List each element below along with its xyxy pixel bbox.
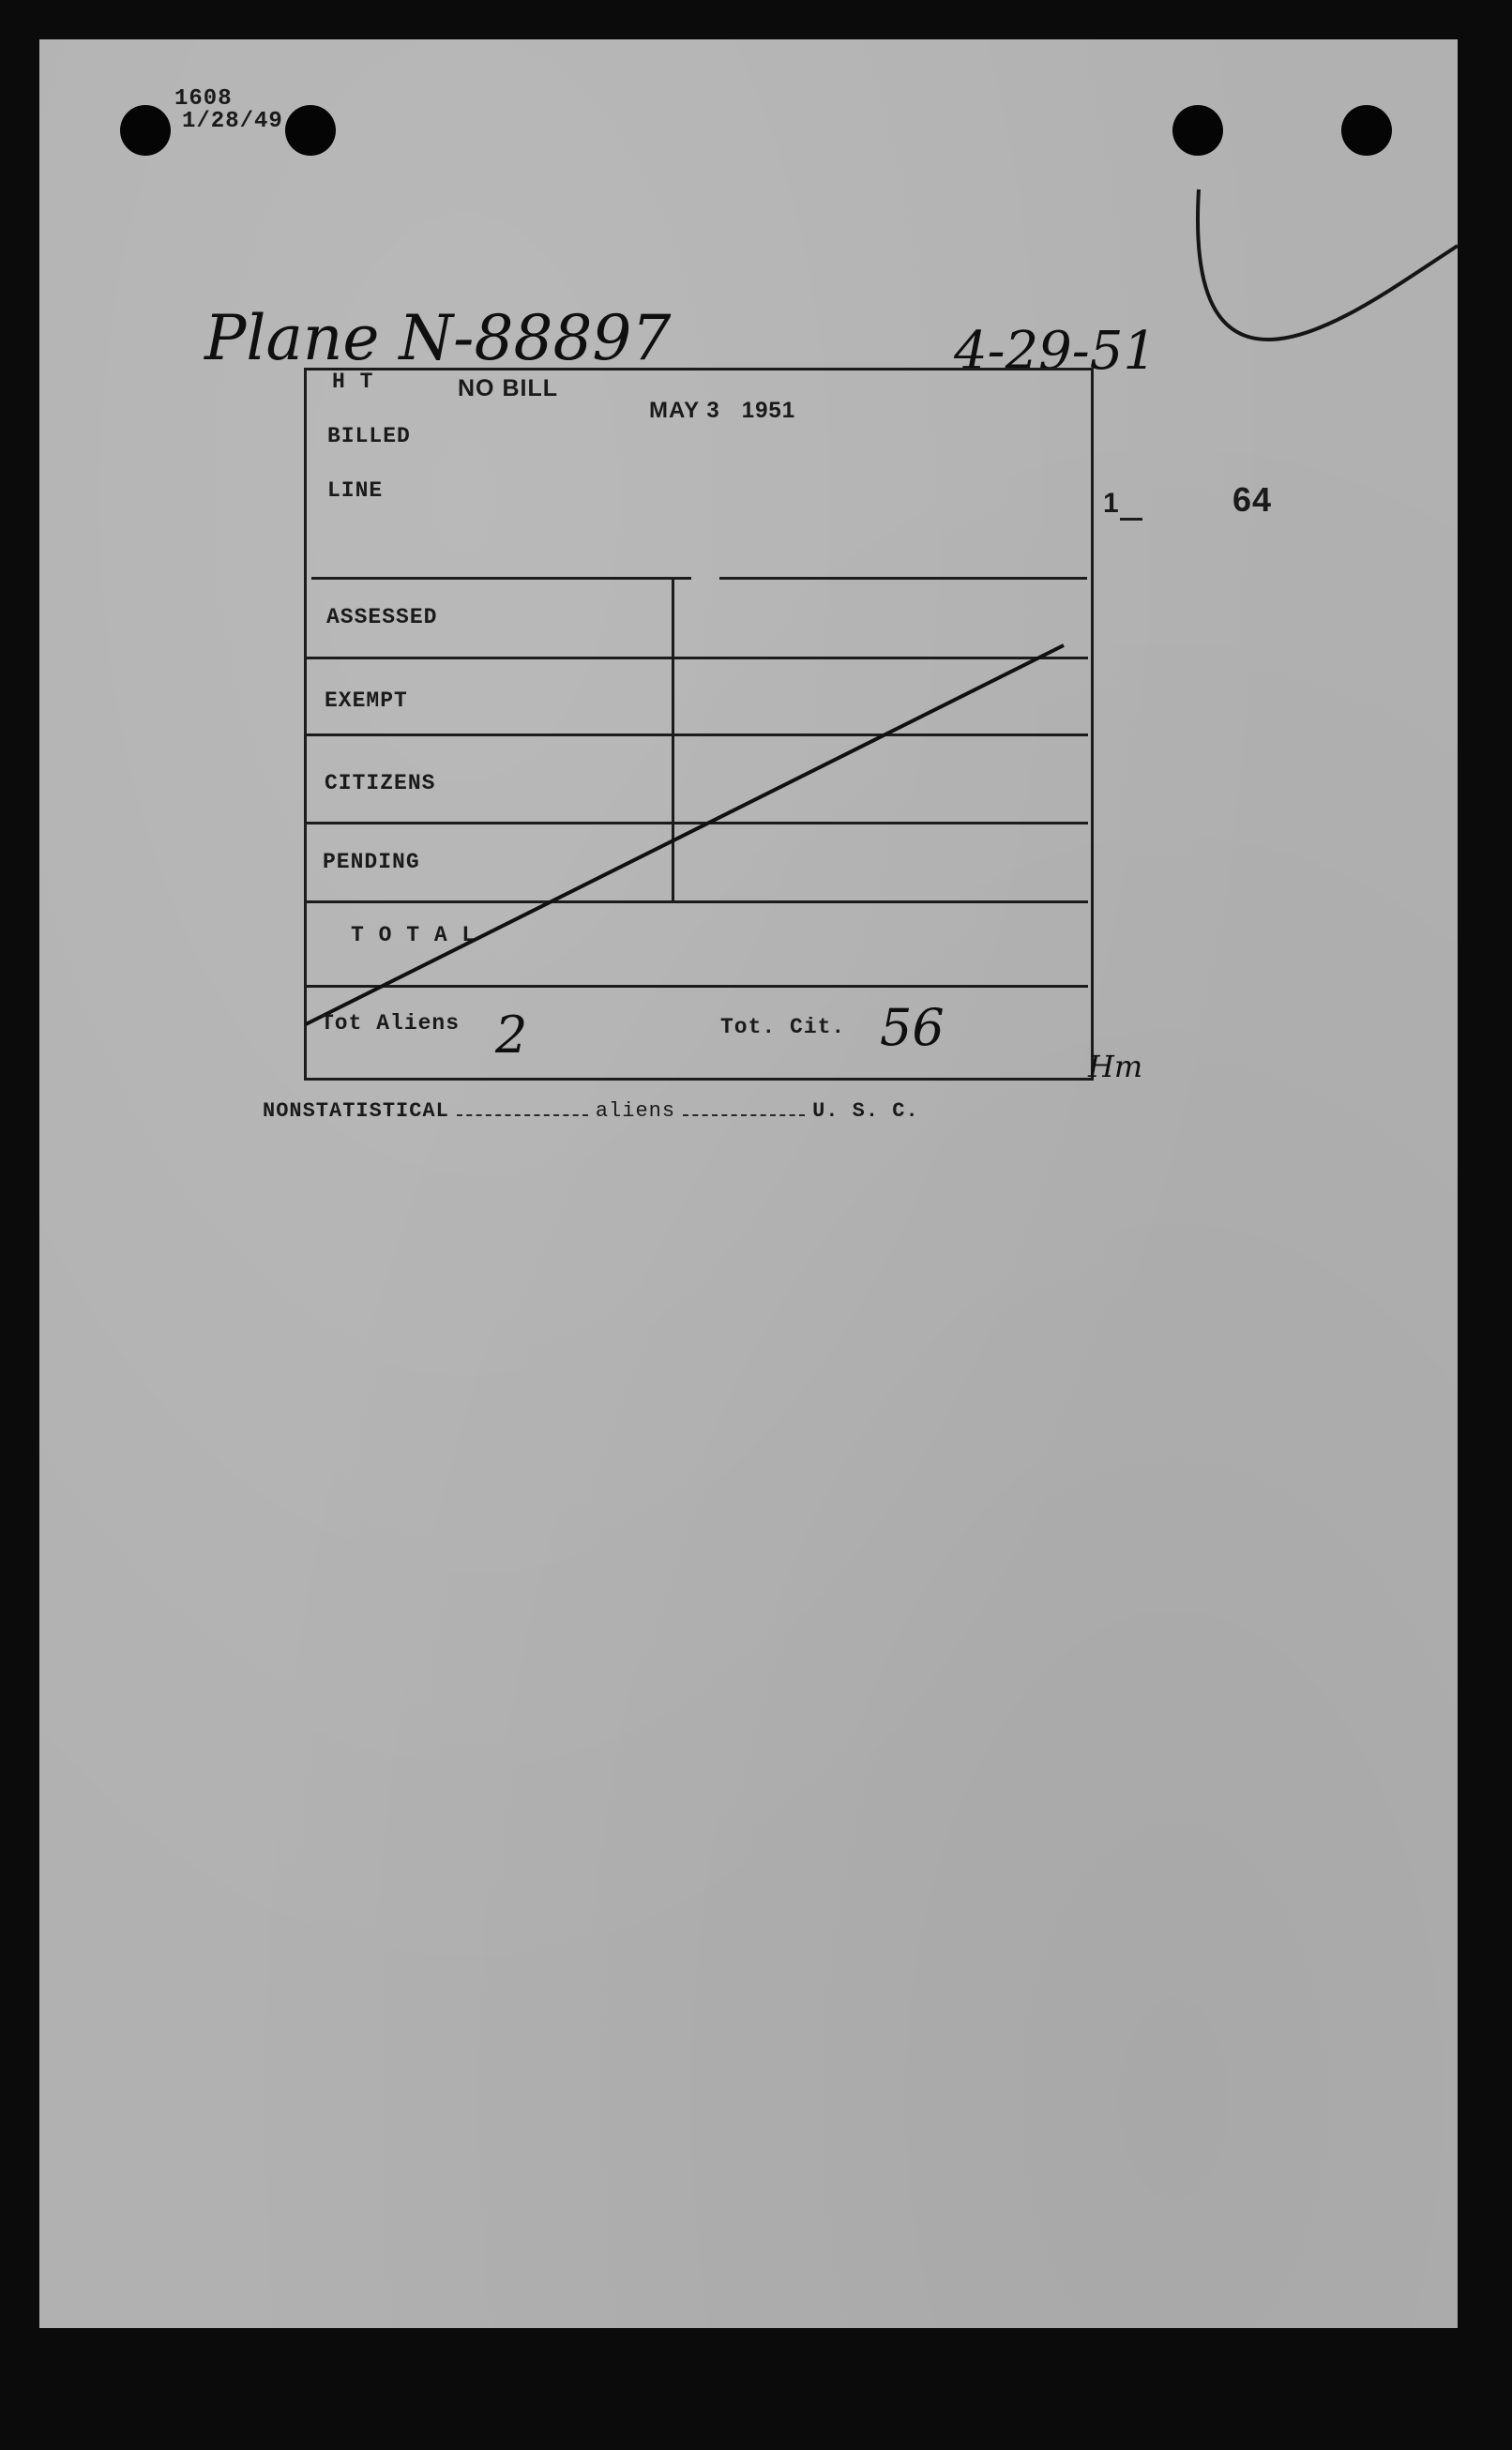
rule: [719, 577, 1087, 580]
plane-number-handwritten: Plane N-88897: [204, 302, 672, 374]
rule: [311, 577, 691, 580]
nonstatistical-label: NONSTATISTICAL: [263, 1099, 449, 1123]
number-stamp: 64: [1232, 480, 1273, 519]
side-mark: 1: [1103, 488, 1120, 519]
nonstatistical-line: [263, 1099, 919, 1123]
date-handwritten: 4-29-51: [954, 321, 1157, 382]
billed-label: BILLED: [327, 424, 411, 448]
exempt-label: EXEMPT: [325, 688, 408, 713]
pending-label: PENDING: [323, 850, 420, 874]
punch-hole: [120, 105, 171, 156]
usc-label: U. S. C.: [812, 1099, 919, 1123]
cancel-line: [304, 602, 1101, 1034]
citizens-label: CITIZENS: [325, 771, 436, 795]
total-label: T O T A L: [351, 923, 476, 947]
tot-cit-value: 56: [880, 998, 945, 1057]
tot-cit-label: Tot. Cit.: [720, 1015, 846, 1039]
punch-hole: [1341, 105, 1392, 156]
blank-field: [683, 1109, 805, 1116]
punch-hole: [1172, 105, 1223, 156]
blank-field: [457, 1109, 588, 1116]
tot-aliens-label: Tot Aliens: [321, 1011, 461, 1036]
punch-hole: [285, 105, 336, 156]
side-dash: [1120, 518, 1142, 521]
aliens-label: aliens: [595, 1099, 676, 1123]
line-label: LINE: [327, 478, 384, 503]
initials-handwritten: Hm: [1088, 1049, 1143, 1084]
form-date: 1/28/49: [182, 109, 283, 134]
ht-label: H T: [332, 370, 374, 394]
tot-aliens-value: 2: [495, 1006, 528, 1065]
date-stamp: MAY 3 1951: [649, 398, 796, 423]
form-number: 1608: [174, 86, 233, 112]
no-bill-stamp: NO BILL: [458, 375, 558, 401]
document-page: [39, 39, 1458, 2328]
pencil-curve: [1193, 152, 1458, 358]
assessed-label: ASSESSED: [326, 605, 438, 629]
